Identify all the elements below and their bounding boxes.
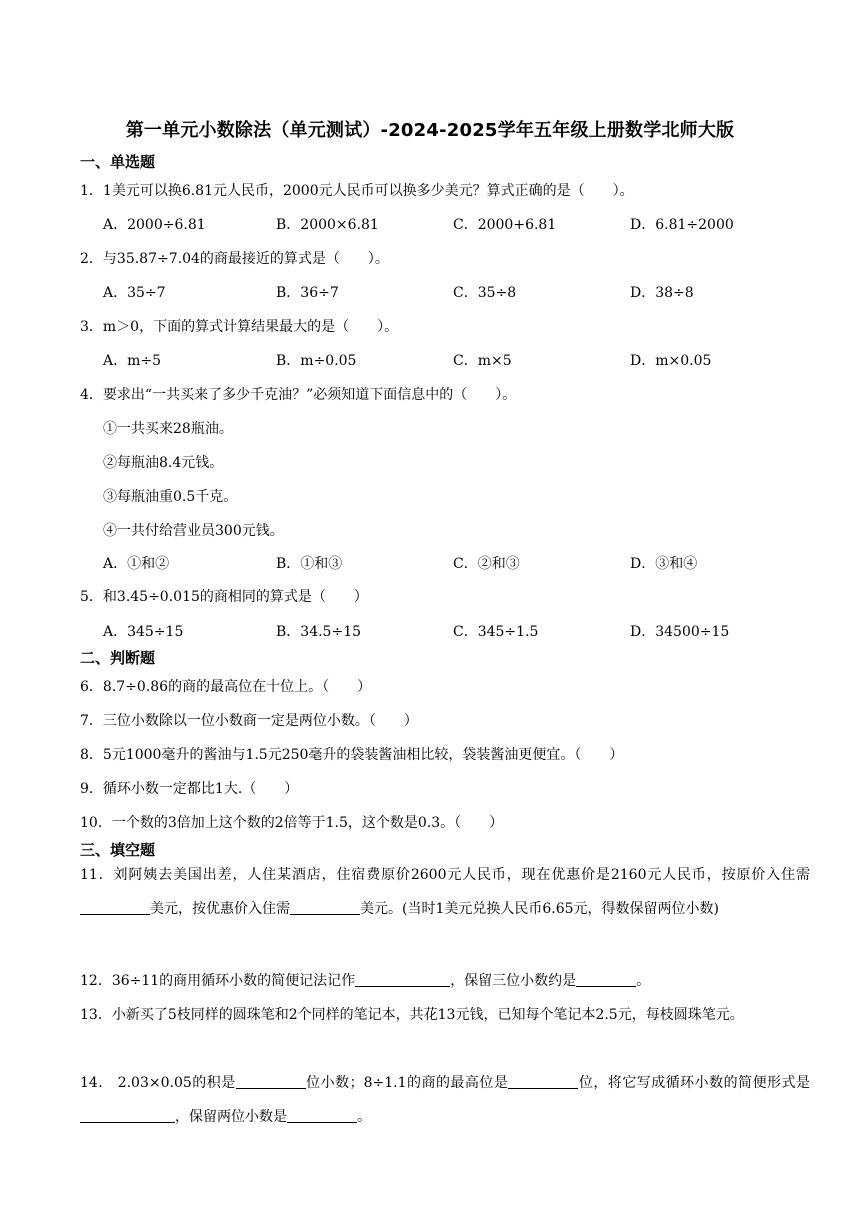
- answer-blank[interactable]: [80, 900, 150, 915]
- option-b[interactable]: B．①和③: [276, 556, 343, 572]
- question-11: [80, 858, 810, 926]
- question-11-text-1: 11．刘阿姨去美国出差，人住某酒店，住宿费原价2600元人民币，现在优惠价是2160元人民币，按原价入住需: [80, 867, 810, 883]
- option-d[interactable]: D．38÷8: [630, 285, 694, 301]
- option-b[interactable]: B．m÷0.05: [276, 353, 357, 369]
- question-13: 13．小新买了5枝同样的圆珠笔和2个同样的笔记本，共花13元钱，已知每个笔记本2.5元，每枝圆珠笔元。: [80, 1007, 744, 1023]
- option-c[interactable]: C．345÷1.5: [453, 624, 539, 640]
- option-a[interactable]: A．m÷5: [103, 353, 162, 369]
- option-d[interactable]: D．m×0.05: [630, 353, 712, 369]
- answer-blank[interactable]: [80, 1108, 175, 1123]
- question-5-stem: 5．和3.45÷0.015的商相同的算式是（ ）: [80, 589, 368, 605]
- question-4-info-3: ③每瓶油重0.5千克。: [103, 489, 238, 505]
- option-a[interactable]: A．345÷15: [103, 624, 184, 640]
- option-c[interactable]: C．35÷8: [453, 285, 517, 301]
- question-2-options: [103, 282, 810, 304]
- question-7: 7．三位小数除以一位小数商一定是两位小数。（ ）: [80, 713, 418, 729]
- question-14-text-1: 14． 2.03×0.05的积是: [80, 1075, 236, 1091]
- option-a[interactable]: A．2000÷6.81: [103, 217, 206, 233]
- option-b[interactable]: B．36÷7: [276, 285, 339, 301]
- section-heading-fill-blank: 三、填空题: [80, 841, 156, 859]
- option-d[interactable]: D．34500÷15: [630, 624, 730, 640]
- question-12: [80, 964, 810, 998]
- question-3-options: [103, 350, 810, 372]
- question-12-text-3: 。: [636, 973, 651, 989]
- answer-blank[interactable]: [355, 972, 450, 987]
- question-4-stem: 4．要求出“一共买来了多少千克油？”必须知道下面信息中的（ ）。: [80, 387, 517, 403]
- question-14: [80, 1066, 810, 1134]
- question-8: 8．5元1000毫升的酱油与1.5元250毫升的袋装酱油相比较，袋装酱油更便宜。（ ）: [80, 747, 624, 763]
- question-14-text-5: 。: [357, 1109, 371, 1125]
- question-2-stem: 2．与35.87÷7.04的商最接近的算式是（ ）。: [80, 251, 389, 267]
- answer-blank[interactable]: [576, 972, 636, 987]
- question-11-text-3: 美元。(当时1美元兑换人民币6.65元，得数保留两位小数): [360, 901, 720, 917]
- answer-blank[interactable]: [290, 900, 360, 915]
- question-12-text-2: ，保留三位小数约是: [450, 973, 577, 989]
- question-14-text-4: ，保留两位小数是: [175, 1109, 287, 1125]
- answer-blank[interactable]: [287, 1108, 357, 1123]
- question-4-info-2: ②每瓶油8.4元钱。: [103, 455, 224, 471]
- option-c[interactable]: C．2000+6.81: [453, 217, 557, 233]
- option-a[interactable]: A．35÷7: [103, 285, 166, 301]
- option-d[interactable]: D．6.81÷2000: [630, 217, 734, 233]
- question-5-options: [103, 621, 810, 643]
- question-11-text-2: 美元，按优惠价入住需: [150, 901, 290, 917]
- question-3-stem: 3．m＞0，下面的算式计算结果最大的是（ ）。: [80, 319, 399, 335]
- question-14-text-2: 位小数；8÷1.1的商的最高位是: [305, 1075, 509, 1091]
- section-heading-true-false: 二、判断题: [80, 649, 156, 667]
- option-c[interactable]: C．m×5: [453, 353, 512, 369]
- question-10: 10．一个数的3倍加上这个数的2倍等于1.5，这个数是0.3。（ ）: [80, 815, 504, 831]
- question-4-options: [103, 553, 810, 575]
- option-d[interactable]: D．③和④: [630, 556, 698, 572]
- section-heading-single-choice: 一、单选题: [80, 153, 156, 171]
- option-a[interactable]: A．①和②: [103, 556, 170, 572]
- option-b[interactable]: B．34.5÷15: [276, 624, 362, 640]
- question-4-info-1: ①一共买来28瓶油。: [103, 421, 233, 437]
- option-c[interactable]: C．②和③: [453, 556, 520, 572]
- question-9: 9．循环小数一定都比1大.（ ）: [80, 781, 299, 797]
- option-b[interactable]: B．2000×6.81: [276, 217, 379, 233]
- question-14-text-3: 位，将它写成循环小数的简便形式是: [578, 1075, 811, 1091]
- answer-blank[interactable]: [508, 1074, 578, 1089]
- answer-blank[interactable]: [236, 1074, 306, 1089]
- question-1-stem: 1．1美元可以换6.81元人民币，2000元人民币可以换多少美元？算式正确的是（ ）。: [80, 183, 634, 199]
- question-4-info-4: ④一共付给营业员300元钱。: [103, 523, 284, 539]
- page-title: 第一单元小数除法（单元测试）-2024-2025学年五年级上册数学北师大版: [125, 120, 735, 141]
- question-12-text-1: 12．36÷11的商用循环小数的简便记法记作: [80, 973, 356, 989]
- question-1-options: [103, 214, 810, 236]
- question-6: 6．8.7÷0.86的商的最高位在十位上。（ ）: [80, 679, 372, 695]
